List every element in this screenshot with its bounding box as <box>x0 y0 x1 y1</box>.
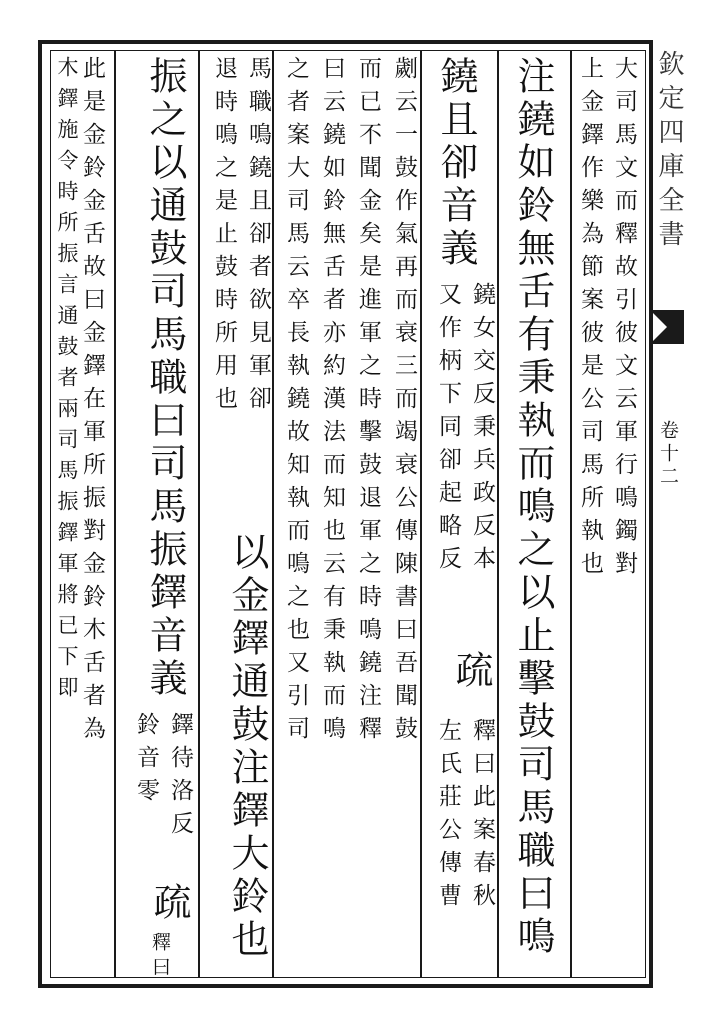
text-column: 退時鳴之是止鼓時所用也 <box>211 56 237 419</box>
note-column: 又作柄下同卻起略反 <box>435 282 461 579</box>
note-column: 釋曰此案春秋 <box>469 718 495 916</box>
margin-juan-number: 卷十二 <box>657 420 679 489</box>
text-column: 大司馬文而釋故引彼文云軍行鳴鐲對 <box>611 56 637 584</box>
main-text: 振之以通鼓司馬職曰司馬振鐸音義 <box>143 56 187 701</box>
text-column: 此是金鈴金舌故曰金鐸在軍所振對金鈴木舌者為 <box>79 56 105 749</box>
note-column: 鈴音零 <box>133 712 159 811</box>
text-column: 劌云一鼓作氣再而衰三而竭衰公傳陳書曰吾聞鼓 <box>391 56 417 749</box>
page-border-inner <box>50 50 646 982</box>
note-column: 釋曰 <box>149 932 171 982</box>
text-column: 上金鐸作樂為節案彼是公司馬所執也 <box>577 56 603 584</box>
column-rule <box>198 51 200 977</box>
note-column: 鐸待洛反 <box>167 712 193 844</box>
column-rule <box>497 51 499 977</box>
text-column: 而已不聞金矣是進軍之時擊鼓退軍之時鳴鐃注釋 <box>355 56 381 749</box>
commentary-marker: 疏 <box>147 882 191 925</box>
column-rule <box>272 51 274 977</box>
column-rule <box>114 51 116 977</box>
commentary-marker: 疏 <box>449 650 493 693</box>
text-column: 注鐃如鈴無舌有秉執而鳴之以止擊鼓司馬職曰鳴 <box>511 56 555 959</box>
text-column: 曰云鐃如鈴無舌者亦約漢法而知也云有秉執而鳴 <box>319 56 345 749</box>
margin-book-title: 欽定四庫全書 <box>654 50 684 254</box>
note-column: 鐃女交反秉兵政反本 <box>469 282 495 579</box>
text-column: 馬職鳴鐃且卻者欲見軍卻 <box>245 56 271 419</box>
main-text: 鐃且卻音義 <box>434 56 478 271</box>
main-text: 以金鐸通鼓注鐸大鈴也 <box>225 532 269 962</box>
note-column: 左氏莊公傳曹 <box>435 718 461 916</box>
text-column: 之者案大司馬云卒長執鐃故知執而鳴之也又引司 <box>283 56 309 749</box>
text-column: 木鐸施令時所振言通鼓者兩司馬振鐸軍將已下即 <box>55 56 79 707</box>
column-rule <box>570 51 572 977</box>
column-rule <box>420 51 422 977</box>
